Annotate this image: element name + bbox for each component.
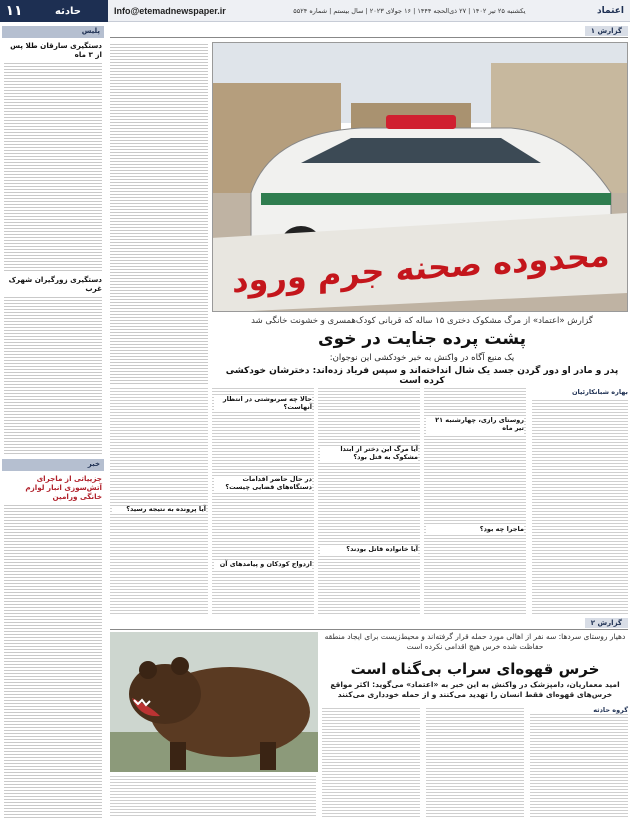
story-subtitle-1: یک منبع آگاه در واکنش به خبر خودکشی این نوجوان: bbox=[329, 353, 515, 363]
sidebar-headline-3: جزییاتی از ماجرای آتش‌سوزی انبار لوازم خانگی ورامین bbox=[25, 474, 102, 501]
sidebar-headline-2: دستگیری زورگیران شهرک غرب bbox=[8, 275, 102, 293]
email-link[interactable]: Info@etemadnewspaper.ir bbox=[114, 5, 226, 16]
sidebar-text-2 bbox=[4, 295, 102, 455]
story-subtitle-2: پدر و مادر او دور گردن جسد یک شال انداخته‌اند و سپس فریاد زده‌اند: دخترشان خودکشی کرده است bbox=[225, 366, 619, 386]
bear-photo bbox=[110, 632, 318, 772]
bear-kicker: دهیار روستای سردها: سه نفر از اهالی مورد حمله قرار گرفته‌اند و محیط‌زیست برای ایجاد منطقه حفاظت شده خرس هیچ اقدامی نکرده است bbox=[324, 632, 626, 651]
story-column-3 bbox=[318, 386, 420, 614]
sidebar-text-3 bbox=[4, 503, 102, 818]
story-author: بهاره شبانکارئیان bbox=[532, 388, 628, 396]
sidebar-tag-news: خبر bbox=[2, 459, 104, 471]
bear-column-3 bbox=[322, 706, 420, 818]
bear-group-tag: گروه حادثه bbox=[530, 706, 628, 714]
header-info bbox=[108, 0, 630, 22]
story-question-4: حالا چه سرنوشتی در انتظار آنهاست؟ bbox=[214, 396, 312, 412]
story-column-1 bbox=[532, 386, 628, 614]
crime-scene-banner: محدوده صحنه جرم ورود bbox=[232, 235, 610, 301]
story-column-4 bbox=[212, 386, 314, 614]
story-text-1 bbox=[532, 398, 628, 614]
sidebar-tag-police: پلیس bbox=[2, 26, 104, 38]
newspaper-logo: اعتماد bbox=[597, 5, 624, 16]
report-tag: گزارش ۱ bbox=[585, 26, 628, 36]
sidebar-column bbox=[2, 26, 104, 818]
story-column-2 bbox=[424, 386, 526, 614]
sidebar-headline-1: دستگیری سارقان طلا پس از ۳ ماه bbox=[10, 41, 102, 59]
section-name: حادثه bbox=[55, 5, 81, 17]
story-kicker: گزارش «اعتماد» از مرگ مشکوک دختری ۱۵ ساله که قربانی کودک‌همسری و خشونت خانگی شد bbox=[251, 316, 593, 326]
report-tag-2: گزارش ۲ bbox=[585, 618, 628, 628]
story-question-6: ازدواج کودکان و پیامدهای آن bbox=[214, 561, 312, 569]
story-question-5: در حال حاضر اقدامات دستگاه‌های قضایی چیست؟ bbox=[214, 476, 312, 492]
story-question-1: ماجرا چه بود؟ bbox=[426, 526, 524, 534]
story-headline: پشت پرده جنایت در خوی bbox=[317, 329, 527, 349]
continued-text-column bbox=[110, 42, 208, 394]
story-question-7: آیا پرونده به نتیجه رسید؟ bbox=[112, 506, 206, 514]
report-tag-bar bbox=[110, 26, 628, 38]
story-subhead-1: روستای رازی، چهارشنبه ۲۱ تیر ماه bbox=[426, 416, 524, 434]
bear-column-4 bbox=[110, 774, 316, 818]
story-question-2: آیا مرگ این دختر از ابتدا مشکوک به قتل بود؟ bbox=[320, 446, 418, 462]
main-content bbox=[110, 26, 628, 818]
story-column-5 bbox=[110, 386, 208, 614]
sidebar-text-1 bbox=[4, 61, 102, 271]
page-header bbox=[0, 0, 630, 22]
dateline: یکشنبه ۲۵ تیر ۱۴۰۲ | ۲۷ ذی‌الحجه ۱۴۴۴ | ۱۶ جولای ۲۰۲۳ | سال بیستم | شماره ۵۵۲۴ bbox=[293, 6, 526, 15]
bear-illustration bbox=[110, 632, 318, 772]
bear-column-2 bbox=[426, 706, 524, 818]
story-question-3: آیا خانواده قاتل بودند؟ bbox=[320, 546, 418, 554]
report-tag-bar-2 bbox=[110, 618, 628, 630]
page-number: ۱۱ bbox=[5, 3, 23, 19]
bear-column-1 bbox=[530, 706, 628, 818]
bear-headline: خرس قهوه‌ای سراب بی‌گناه است bbox=[350, 660, 600, 678]
crime-scene-photo bbox=[212, 42, 628, 312]
bear-subtitle: امید معماریان، دامپزشک در واکنش به این خبر به «اعتماد» می‌گوید: اکثر مواقع خرس‌های قهوه‌ای فقط انسان را تهدید می‌کنند و از حمله خودداری می‌کنند bbox=[330, 680, 620, 699]
header-section-box bbox=[0, 0, 108, 22]
